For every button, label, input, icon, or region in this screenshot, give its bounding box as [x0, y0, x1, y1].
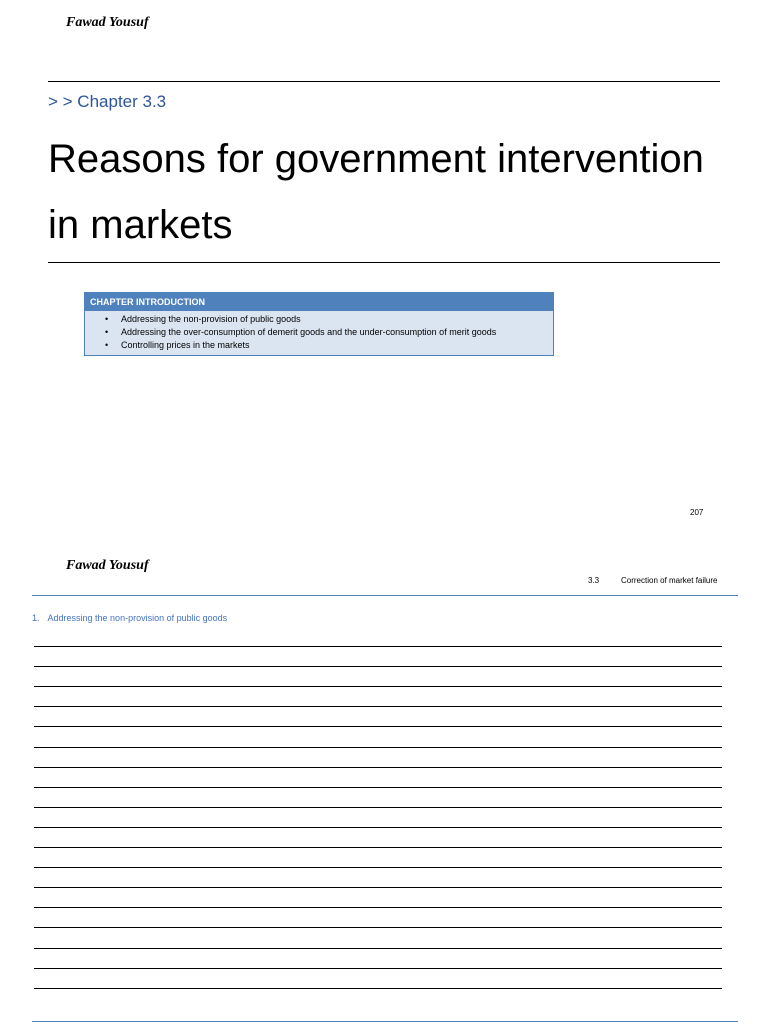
header-rule [32, 595, 738, 596]
list-item [85, 339, 553, 352]
section-heading [32, 613, 227, 623]
writing-line [34, 847, 722, 848]
list-item [85, 326, 553, 339]
list-item-text: Addressing the over-consumption of demerit goods and the under-consumption of merit goods [121, 327, 497, 337]
title-top-rule [48, 81, 720, 82]
writing-line [34, 767, 722, 768]
writing-line [34, 666, 722, 667]
writing-line [34, 988, 722, 989]
chapter-introduction-heading: CHAPTER INTRODUCTION [85, 293, 553, 311]
title-bottom-rule [48, 262, 720, 263]
writing-line [34, 787, 722, 788]
author-name: Fawad Yousuf [66, 15, 149, 30]
list-item-text: Addressing the non-provision of public goods [121, 314, 301, 324]
chapter-reference: > > Chapter 3.3 [48, 92, 167, 111]
writing-line [34, 807, 722, 808]
writing-line [34, 968, 722, 969]
chapter-introduction-box [84, 292, 554, 356]
writing-line [34, 646, 722, 647]
section-number: 1. [32, 613, 40, 623]
page-208 [0, 540, 768, 1024]
chapter-introduction-list [85, 311, 553, 355]
writing-line [34, 948, 722, 949]
page-number: 207 [690, 508, 704, 517]
writing-line [34, 827, 722, 828]
writing-line [34, 907, 722, 908]
bullet-icon: • [105, 314, 109, 324]
bullet-icon: • [105, 340, 109, 350]
chapter-title: Reasons for government intervention in markets [48, 137, 704, 247]
writing-line [34, 747, 722, 748]
running-head-section-number: 3.3 [588, 576, 600, 585]
list-item [85, 313, 553, 326]
writing-line [34, 726, 722, 727]
footer-rule [32, 1021, 738, 1022]
bullet-icon: • [105, 327, 109, 337]
author-name: Fawad Yousuf [66, 558, 149, 573]
section-title: Addressing the non-provision of public goods [47, 613, 228, 623]
writing-line [34, 927, 722, 928]
list-item-text: Controlling prices in the markets [121, 340, 250, 350]
writing-line [34, 706, 722, 707]
writing-line [34, 867, 722, 868]
writing-line [34, 686, 722, 687]
running-head-section-title: Correction of market failure [621, 576, 718, 585]
writing-line [34, 887, 722, 888]
